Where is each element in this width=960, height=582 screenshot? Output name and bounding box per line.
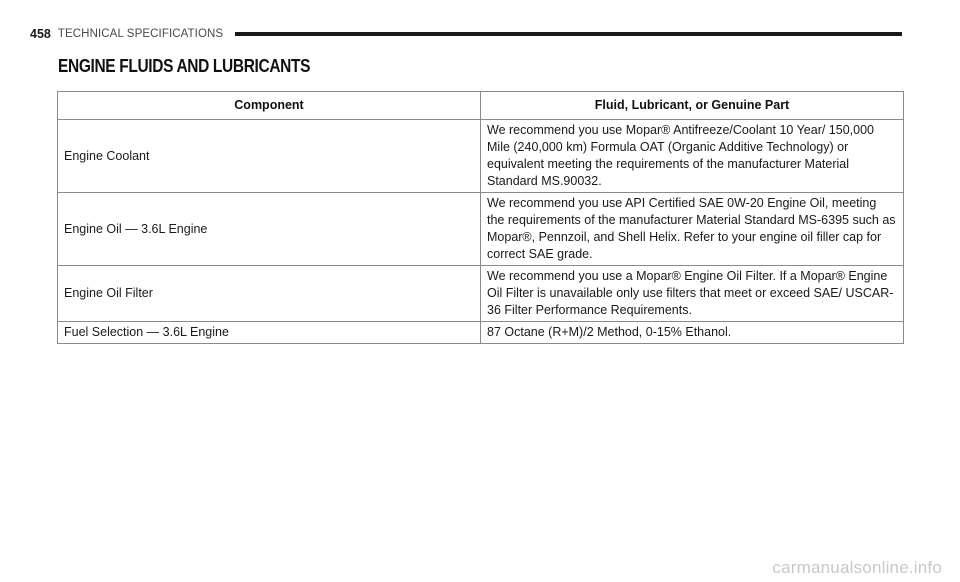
section-label: TECHNICAL SPECIFICATIONS <box>57 28 224 40</box>
table-row <box>58 266 904 322</box>
column-header-fluid: Fluid, Lubricant, or Genuine Part <box>481 92 904 120</box>
page-number: 458 <box>30 27 51 41</box>
table-header-row <box>58 92 904 120</box>
header-rule <box>235 32 902 36</box>
component-cell: Engine Oil — 3.6L Engine <box>58 193 481 266</box>
page-header <box>30 26 902 42</box>
component-cell: Fuel Selection — 3.6L Engine <box>58 322 481 344</box>
table-row <box>58 193 904 266</box>
fluids-table <box>57 91 904 344</box>
fluid-cell: We recommend you use Mopar® Antifreeze/Coolant 10 Year/ 150,000 Mile (240,000 km) Formula OAT (Organic Additive Technology) or equivalent meeting the requirements of the manufacturer Material Standard MS.90032. <box>481 120 904 193</box>
column-header-component: Component <box>58 92 481 120</box>
fluid-cell: We recommend you use a Mopar® Engine Oil Filter. If a Mopar® Engine Oil Filter is unavailable only use filters that meet or exceed SAE/ USCAR-36 Filter Performance Requirements. <box>481 266 904 322</box>
page-title: ENGINE FLUIDS AND LUBRICANTS <box>58 56 311 76</box>
table-row <box>58 322 904 344</box>
component-cell: Engine Oil Filter <box>58 266 481 322</box>
fluid-cell: 87 Octane (R+M)/2 Method, 0-15% Ethanol. <box>481 322 904 344</box>
fluid-cell: We recommend you use API Certified SAE 0W-20 Engine Oil, meeting the requirements of the manufacturer Material Standard MS-6395 such as Mopar®, Pennzoil, and Shell Helix. Refer to your engine oil filler cap for correct SAE grade. <box>481 193 904 266</box>
watermark: carmanualsonline.info <box>772 558 942 577</box>
table-row <box>58 120 904 193</box>
component-cell: Engine Coolant <box>58 120 481 193</box>
